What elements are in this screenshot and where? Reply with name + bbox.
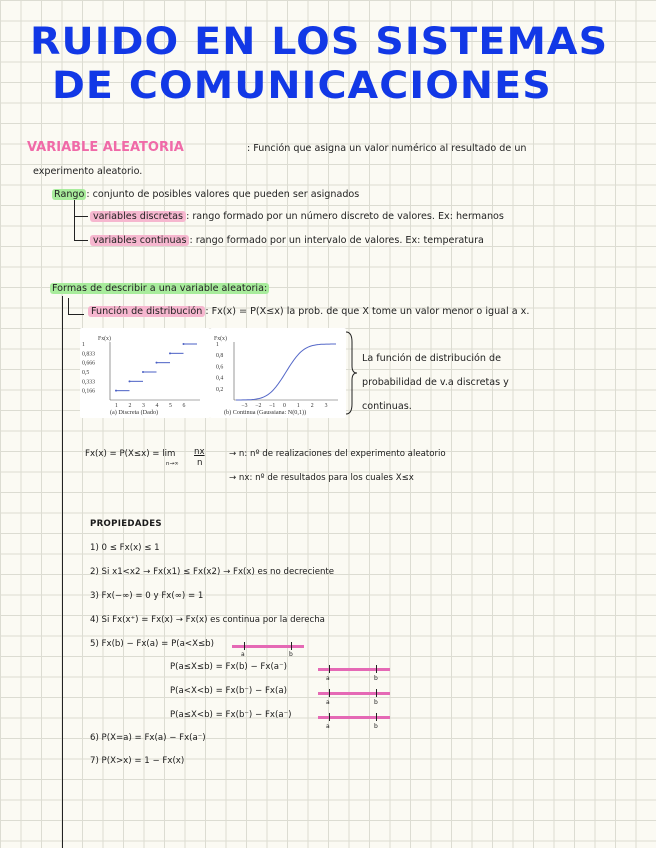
discrete-step-point [156,362,158,364]
formas-heading-row [50,283,269,294]
continuous-xtick-label: 3 [324,403,328,409]
formula-def-nx: → nx: nº de resultados para los cuales X≤x [229,473,414,483]
discrete-ytick-label: 0,166 [82,388,96,395]
prop-2: 2) Si x1<x2 → Fx(x1) ≤ Fx(x2) → Fx(x) es no decreciente [90,567,335,577]
page-title-line2: DE COMUNICACIONES [52,64,552,107]
continuous-ytick-label: 0,4 [216,375,224,382]
discrete-ytick-label: 0,833 [82,351,96,358]
variable-definition-line1: : Función que asigna un valor numérico al resultado de un [247,143,527,154]
prop-3: 3) Fx(−∞) = 0 y Fx(∞) = 1 [90,591,204,601]
discrete-xtick-label: 4 [155,403,159,409]
axis-a-label: a [326,675,330,682]
continuous-ytick-label: 1 [216,342,219,348]
discrete-xtick-label: 6 [182,403,186,409]
discrete-step-point [142,371,144,373]
formula-def-n: → n: nº de realizaciones del experimento aleatorio [229,449,446,459]
fd-label: Función de distribución [88,306,205,317]
prop-4: 4) Si Fx(x⁺) = Fx(x) → Fx(x) es continua por la derecha [90,615,325,625]
prop-5c: P(a≤X<b) = Fx(b⁻) − Fx(a⁻) [170,710,292,720]
gaussian-cdf-curve [236,344,336,400]
brace-icon [344,330,358,416]
discrete-xtick-label: 5 [169,403,172,409]
axis-b-label: b [374,699,378,706]
discrete-xtick-label: 3 [142,403,145,409]
continuas-row [90,235,484,246]
discretas-text: : rango formado por un número discreto de valores. Ex: hermanos [186,211,504,222]
formula-lhs: Fx(x) = P(X≤x) = lim [85,449,176,459]
rango-text: : conjunto de posibles valores que pueden ser asignados [86,189,360,200]
variable-definition-line2: experimento aleatorio. [33,166,143,177]
axis-a-label: a [326,699,330,706]
discrete-step-point [115,390,117,392]
discretas-label: variables discretas [90,211,186,222]
continuous-caption: (b) Continua (Gaussiana: N(0,1)) [224,409,307,416]
discrete-step-point [169,352,171,354]
discrete-ytick-label: 0,333 [82,379,96,386]
continuous-cdf-chart [210,328,346,418]
axis-a-label: a [241,651,245,658]
discrete-ytick-label: 0,666 [82,360,96,367]
variable-heading: VARIABLE ALEATORIA [27,140,184,155]
chart-note-line1: La función de distribución de [362,353,502,364]
continuous-ylabel: Fx(x) [214,336,227,342]
axis-b-label: b [289,651,293,658]
discrete-step-point [129,380,131,382]
continuous-ytick-label: 0,6 [216,364,224,371]
discrete-ytick-label: 0,5 [82,370,90,376]
continuous-ytick-label: 0,2 [216,386,224,393]
continuous-xtick-label: 2 [310,403,314,409]
prop-5a: P(a≤X≤b) = Fx(b) − Fx(a⁻) [170,662,287,672]
propiedades-heading: PROPIEDADES [90,519,162,529]
discrete-caption: (a) Discreta (Dado) [110,409,159,416]
fd-row [88,306,529,317]
page-title-line1: RUIDO EN LOS SISTEMAS [30,20,609,63]
discrete-ylabel: Fx(x) [98,336,111,342]
continuas-label: variables continuas [90,235,189,246]
formula-frac-num: nx [194,447,205,457]
formula-frac-den: n [197,458,203,468]
fd-text: : Fx(x) = P(X≤x) la prob. de que X tome un valor menor o igual a x. [205,306,530,317]
continuous-xtick-label: −2 [255,403,262,409]
rango-label: Rango [54,189,85,200]
prop-6: 6) P(X=a) = Fx(a) − Fx(a⁻) [90,733,206,743]
discretas-row [90,211,504,222]
prop-5b: P(a<X<b) = Fx(b⁻) − Fx(a) [170,686,287,696]
chart-note-line3: continuas. [362,401,412,412]
continuous-ytick-label: 0,8 [216,353,224,360]
discrete-ytick-label: 1 [82,342,85,348]
discrete-cdf-chart [80,328,210,418]
rango-row [52,189,359,200]
prop-1: 1) 0 ≤ Fx(x) ≤ 1 [90,543,160,553]
discrete-xtick-label: 2 [128,403,132,409]
axis-b-label: b [374,723,378,730]
axis-a-label: a [326,723,330,730]
axis-b-label: b [374,675,378,682]
chart-note-line2: probabilidad de v.a discretas y [362,377,509,388]
continuous-xtick-label: −3 [241,403,248,409]
prop-7: 7) P(X>x) = 1 − Fx(x) [90,756,185,766]
continuas-text: : rango formado por un intervalo de valores. Ex: temperatura [189,235,484,246]
continuous-xtick-label: 0 [283,403,286,409]
formula-limit: n→∞ [166,461,179,467]
continuous-xtick-label: 1 [296,403,300,409]
formas-heading: Formas de describir a una variable aleatoria: [52,283,268,294]
discrete-step-point [183,343,185,345]
continuous-xtick-label: −1 [269,403,276,409]
discrete-xtick-label: 1 [115,403,118,409]
prop-5: 5) Fx(b) − Fx(a) = P(a<X≤b) [90,639,214,649]
